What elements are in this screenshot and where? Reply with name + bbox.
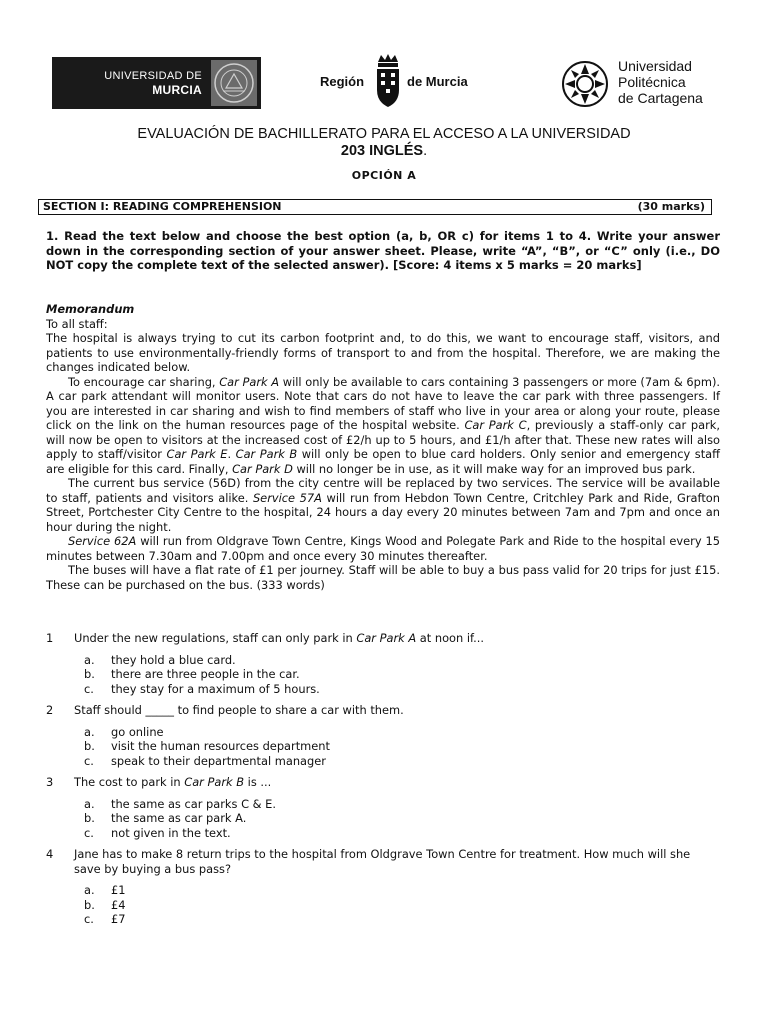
p2-part-e: will only be open to blue card holders. Only senior and emergency staff are eligible for this card. Finally, (46, 447, 720, 476)
question-number: 2 (46, 703, 54, 717)
question-number: 3 (46, 775, 54, 789)
paragraph-2 (46, 375, 720, 477)
um-logo-line2: MURCIA (152, 83, 202, 97)
p3-part-b: will run from Hebdon Town Centre, Critchley Park and Ride, Grafton Street, Portchester City Centre to the hospital, 24 hours a day every 20 minutes between 7am and 7pm and once an hour during the night. (46, 490, 720, 534)
region-crest-icon (372, 52, 404, 112)
option-letter: b. (84, 739, 95, 753)
paragraph-5: The buses will have a flat rate of £1 per journey. Staff will be able to buy a bus pass valid for 20 trips for just £15. These can be purchased on the bus. (333 words) (46, 563, 720, 592)
option-letter: a. (84, 796, 95, 811)
paragraph-3 (46, 476, 720, 534)
option-letter: c. (84, 912, 94, 926)
option-letter: c. (84, 825, 94, 840)
upct-logo-line1: Universidad (618, 58, 692, 74)
um-logo-line1: UNIVERSIDAD DE (104, 70, 202, 82)
p2-part-f: will no longer be in use, as it will make way for an improved bus park. (292, 461, 696, 476)
section-header (38, 199, 712, 215)
service-62a-ref: Service 62A (68, 534, 137, 548)
option-letter: b. (84, 667, 95, 681)
p2-part-a: To encourage car sharing, (68, 374, 220, 389)
p2-part-b: will only be available to cars containing 3 passengers or more (7am & 6pm). A car park attendant will monitor users. Note that cars do not have to leave the car park with three passengers. If you are interested in car sharing and wish to find members of staff who live in your area or along your route, please click on the link on the human resources page of the hospital website. (46, 374, 721, 432)
logo-bar (0, 52, 768, 114)
section-name: SECTION I: READING COMPREHENSION (43, 200, 282, 213)
question-text: Staff should _____ to find people to share a car with them. (74, 703, 404, 717)
answer-option (84, 912, 720, 927)
answer-option (84, 725, 720, 740)
car-park-d-ref: Car Park D (232, 461, 293, 476)
p4-part-a: will run from Oldgrave Town Centre, Kings Wood and Polegate Park and Ride to the hospital every 15 minutes between 7.30am and 7.00pm and once every 30 minutes thereafter. (46, 534, 720, 563)
paragraph-1: The hospital is always trying to cut its carbon footprint and, to do this, we want to encourage staff, visitors, and patients to use environmentally-friendly forms of transport to and from the hospital. Therefore, we are making the changes indicated below. (46, 331, 720, 374)
rm-logo-left-text: Región (320, 74, 365, 89)
answer-option (84, 797, 720, 812)
question-number: 1 (46, 631, 54, 645)
question-text-pre: Under the new regulations, staff can only park in (74, 631, 357, 645)
paragraph-4 (46, 534, 720, 563)
answer-option (84, 682, 720, 697)
option-text: the same as car park A. (111, 811, 247, 825)
question-text: Jane has to make 8 return trips to the hospital from Oldgrave Town Centre for treatment. How much will she save by buying a bus pass? (74, 847, 691, 876)
p3-part-a: The current bus service (56D) from the city centre will be replaced by two services. The service will be available to staff, patients and visitors alike. (46, 476, 720, 505)
memo-greeting: To all staff: (46, 316, 108, 331)
option-text: visit the human resources department (111, 739, 330, 753)
memo-heading: Memorandum (46, 302, 135, 316)
question-text-post: at noon if... (416, 631, 485, 645)
option-letter: a. (84, 883, 95, 897)
rm-logo-right-text: de Murcia (407, 74, 468, 89)
exam-title (0, 126, 768, 160)
question-text-pre: The cost to park in (74, 775, 185, 789)
question-1 (46, 631, 720, 696)
question-text-em: Car Park A (356, 631, 417, 645)
question-text-post: is ... (244, 775, 272, 789)
upct-emblem-icon (561, 60, 609, 108)
option-letter: b. (84, 897, 95, 912)
option-text: not given in the text. (111, 825, 231, 840)
answer-option (84, 898, 720, 913)
car-park-e-ref: Car Park E (166, 447, 228, 461)
car-park-a-ref: Car Park A (219, 374, 280, 389)
question-3 (46, 775, 720, 840)
universidad-murcia-logo (52, 57, 261, 109)
answer-option (84, 883, 720, 898)
question-2 (46, 703, 720, 768)
option-letter: a. (84, 652, 95, 667)
answer-option (84, 667, 720, 682)
question-4 (46, 847, 720, 927)
answer-option (84, 826, 720, 841)
upct-logo-line2: Politécnica (618, 74, 686, 90)
exam-subject: 203 INGLÉS. (340, 143, 428, 159)
option-text: £4 (111, 897, 126, 912)
car-park-b-ref: Car Park B (235, 447, 298, 461)
question-number: 4 (46, 847, 54, 861)
region-murcia-logo (320, 52, 480, 112)
option-letter: a. (84, 724, 95, 739)
option-letter: b. (84, 811, 95, 825)
option-text: speak to their departmental manager (111, 753, 326, 768)
upct-logo-line3: de Cartagena (618, 90, 703, 106)
option-label: OPCIÓN A (351, 169, 417, 182)
option-text: there are three people in the car. (111, 667, 300, 681)
answer-option (84, 754, 720, 769)
service-57a-ref: Service 57A (252, 490, 322, 505)
option-letter: c. (84, 681, 94, 696)
exam-subject-text: 203 INGLÉS (340, 143, 424, 159)
question-text-em: Car Park B (184, 775, 245, 789)
option-text: the same as car parks C & E. (111, 796, 276, 811)
option-text: £1 (111, 883, 126, 897)
p2-part-d: . (227, 447, 236, 461)
p2-part-c: , previously a staff-only car park, will now be open to visitors at the increased cost of £2/h up to 5 hours, and £1/h after that. These new rates will also apply to staff/visitor (46, 418, 720, 461)
upct-logo (561, 56, 731, 112)
instructions: 1. Read the text below and choose the best option (a, b, OR c) for items 1 to 4. Write your answer down in the corresponding section of your answer sheet. Please, write “A”, “B”, or “C” only (i.e., DO NOT copy the complete text of the selected answer). [Score: 4 items x 5 marks = 20 marks] (46, 229, 720, 272)
option-letter: c. (84, 753, 94, 768)
question-text (74, 775, 720, 790)
upct-logo-text (618, 58, 703, 106)
option-text: £7 (111, 912, 126, 926)
answer-option (84, 653, 720, 668)
exam-title-main: EVALUACIÓN DE BACHILLERATO PARA EL ACCESO A LA UNIVERSIDAD (137, 126, 631, 142)
option-text: they stay for a maximum of 5 hours. (111, 681, 320, 696)
questions-list (46, 631, 720, 934)
um-seal-icon (211, 60, 257, 106)
answer-option (84, 811, 720, 826)
car-park-c-ref: Car Park C (464, 418, 527, 432)
option-text: go online (111, 724, 164, 739)
option-text: they hold a blue card. (111, 652, 236, 667)
section-marks: (30 marks) (637, 200, 705, 213)
question-text (74, 631, 720, 646)
um-logo-text (52, 69, 202, 97)
answer-option (84, 739, 720, 754)
reading-text (46, 302, 720, 592)
